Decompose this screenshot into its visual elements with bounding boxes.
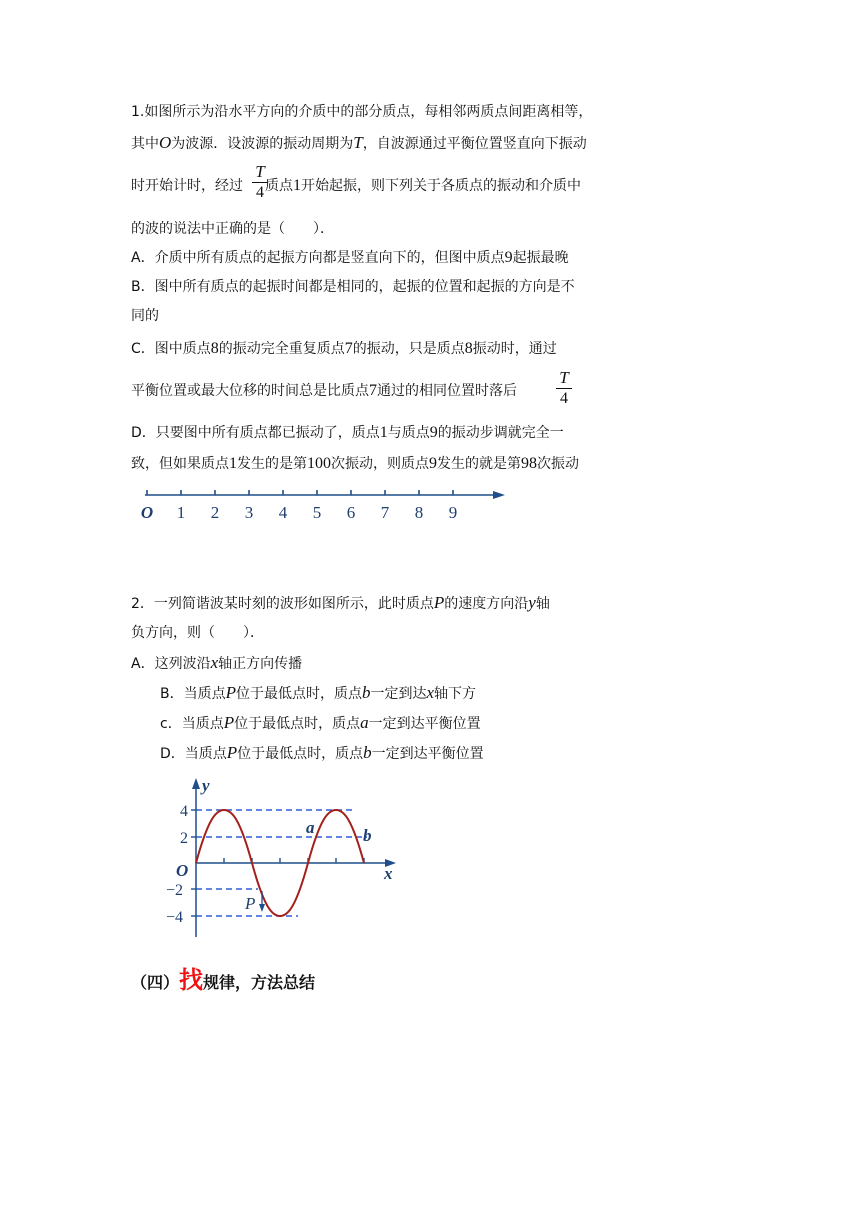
fraction-T-over-4 [556, 369, 572, 408]
number-line-label: 6 [346, 503, 356, 522]
num-8: 8 [464, 340, 473, 357]
q2-option-c-text-a: c．当质点 [160, 716, 224, 732]
fraction-numerator: T [255, 162, 265, 181]
fraction-T-over-4 [252, 163, 268, 202]
var-b: b [362, 683, 371, 702]
num-100: 100 [307, 455, 331, 472]
section-number: （四） [131, 973, 180, 992]
fraction-denominator: 4 [560, 390, 568, 407]
q1-line1 [131, 102, 592, 122]
q1-option-c-text-c: 的振动，只是质点 [352, 341, 465, 357]
point-a-label: a [306, 818, 315, 837]
q1-option-a-text-a: A．介质中所有质点的起振方向都是竖直向下的，但图中质点 [131, 250, 505, 266]
q2-option-b-text-a: B．当质点 [160, 686, 226, 702]
origin-label: O [176, 861, 189, 880]
num-98: 98 [521, 455, 537, 472]
var-y: y [528, 593, 536, 612]
q1-option-c2-text-a: 平衡位置或最大位移的时间总是比质点 [131, 383, 369, 399]
q1-line3-text-a: 时开始计时，经过 [131, 178, 243, 194]
num-9: 9 [504, 249, 513, 266]
number-line-label: 1 [176, 503, 186, 522]
q2-option-d [160, 743, 484, 764]
q2-line1 [131, 593, 550, 614]
number-line-label: 7 [380, 503, 390, 522]
x-axis-label: x [384, 864, 393, 883]
q2-line1-text-c: 轴 [535, 596, 550, 612]
point-b-label: b [363, 826, 372, 845]
section-highlight-char: 找 [179, 966, 204, 994]
number-line-label: 9 [448, 503, 458, 522]
q1-line1-text: 1.如图所示为沿水平方向的介质中的部分质点，每相邻两质点间距离相等， [131, 104, 593, 120]
q1-option-c2-text-b: 通过的相同位置时落后 [377, 383, 517, 399]
number-line-arrow [493, 491, 505, 499]
var-P: P [225, 683, 236, 702]
q1-line4 [131, 219, 334, 239]
q1-option-d-line2 [131, 454, 579, 474]
q1-option-b-text-1: B．图中所有质点的起振时间都是相同的，起振的位置和起振的方向是不 [131, 279, 575, 295]
num-9: 9 [429, 424, 438, 441]
fraction-bar [252, 182, 268, 183]
num-1: 1 [229, 455, 237, 472]
number-line-label: O [140, 503, 154, 522]
q1-option-d-line1 [131, 423, 564, 443]
q1-line3 [131, 176, 581, 196]
q1-line2-text-a: 其中 [131, 136, 159, 152]
q1-line2 [131, 133, 587, 154]
q2-line1-text-a: 2．一列简谐波某时刻的波形如图所示，此时质点 [131, 596, 434, 612]
q1-line3-text-c: 开始起振，则下列关于各质点的振动和介质中 [301, 178, 581, 194]
section-title: 规律，方法总结 [203, 973, 316, 992]
q1-option-a [131, 248, 569, 268]
num-1: 1 [293, 177, 301, 194]
var-T: T [353, 133, 363, 152]
q2-option-b [160, 683, 476, 704]
q2-option-b-text-d: 轴下方 [434, 686, 477, 702]
q1-option-d-text-c: 的振动步调就完全一 [437, 425, 564, 441]
q1-option-c-text-d: 振动时，通过 [472, 341, 557, 357]
q2-option-b-text-c: 一定到达 [370, 686, 427, 702]
q2-option-a-text-b: 轴正方向传播 [218, 656, 303, 672]
number-line-label: 2 [210, 503, 220, 522]
number-line-labels [141, 503, 457, 522]
fraction-numerator: T [559, 368, 569, 387]
var-O: O [159, 133, 172, 152]
q2-line2-text: 负方向，则（ ）． [131, 625, 264, 641]
q1-option-d2-text-a: 致，但如果质点 [131, 456, 229, 472]
q2-option-c-text-c: 一定到达平衡位置 [368, 716, 481, 732]
num-8: 8 [210, 340, 219, 357]
q1-option-d2-text-e: 次振动 [537, 456, 579, 472]
q1-line2-text-b: 为波源．设波源的振动周期为 [171, 136, 354, 152]
q1-line2-text-c: ，自波源通过平衡位置竖直向下振动 [362, 136, 587, 152]
q1-option-b-line2 [131, 306, 159, 326]
q1-option-c-line1 [131, 339, 557, 359]
q2-line1-text-b: 的速度方向沿 [444, 596, 529, 612]
number-line-label: 8 [414, 503, 424, 522]
y-tick-label: 2 [180, 830, 188, 847]
number-line-label: 4 [278, 503, 288, 522]
point-p-label: P [245, 894, 256, 913]
y-axis-arrow [192, 778, 200, 789]
q1-option-b-text-2: 同的 [131, 308, 159, 324]
y-tick-label: 4 [180, 803, 188, 820]
fraction-bar [556, 388, 572, 389]
q1-option-d-text-a: D．只要图中所有质点都已振动了，质点 [131, 425, 380, 441]
var-P: P [223, 713, 235, 732]
q2-option-a [131, 653, 302, 674]
num-7: 7 [344, 340, 353, 357]
q1-option-a-text-b: 起振最晚 [512, 250, 569, 266]
fraction-denominator: 4 [256, 184, 264, 201]
num-7: 7 [369, 382, 377, 399]
q2-option-a-text-a: A．这列波沿 [131, 656, 211, 672]
var-x: x [210, 653, 219, 672]
number-line-label: 3 [244, 503, 254, 522]
q1-option-d2-text-d: 发生的就是第 [437, 456, 521, 472]
q1-option-c-line2 [131, 381, 517, 401]
q1-line4-text: 的波的说法中正确的是（ ）． [131, 221, 334, 237]
var-P: P [226, 743, 238, 762]
y-tick-label: −4 [166, 909, 184, 926]
var-a: a [360, 713, 369, 732]
y-axis-label: y [202, 776, 210, 795]
particle-number-line [135, 485, 515, 525]
num-9: 9 [429, 455, 437, 472]
section-heading [131, 960, 315, 995]
q1-line3-text-b: 质点 [265, 178, 293, 194]
number-line-label: 5 [312, 503, 322, 522]
q1-option-d-text-b: 与质点 [387, 425, 430, 441]
q2-option-d-text-a: D．当质点 [160, 746, 227, 762]
q2-option-b-text-b: 位于最低点时，质点 [236, 686, 362, 702]
q2-option-c-text-b: 位于最低点时，质点 [234, 716, 361, 732]
q2-option-d-text-c: 一定到达平衡位置 [371, 746, 484, 762]
q1-option-c-text-a: C．图中质点 [131, 341, 211, 357]
q2-option-d-text-b: 位于最低点时，质点 [237, 746, 364, 762]
y-tick-label: −2 [166, 882, 184, 899]
q2-option-c [160, 713, 481, 734]
wave-graph [160, 775, 400, 945]
q1-option-d2-text-c: 次振动，则质点 [331, 456, 429, 472]
q1-option-c-text-b: 的振动完全重复质点 [218, 341, 345, 357]
num-1: 1 [379, 424, 388, 441]
var-P: P [433, 593, 445, 612]
q1-option-d2-text-b: 发生的是第 [237, 456, 307, 472]
q2-line2 [131, 623, 264, 643]
p-velocity-arrowhead [259, 904, 265, 912]
var-b: b [363, 743, 372, 762]
var-x: x [426, 683, 435, 702]
q1-option-b-line1 [131, 277, 575, 297]
